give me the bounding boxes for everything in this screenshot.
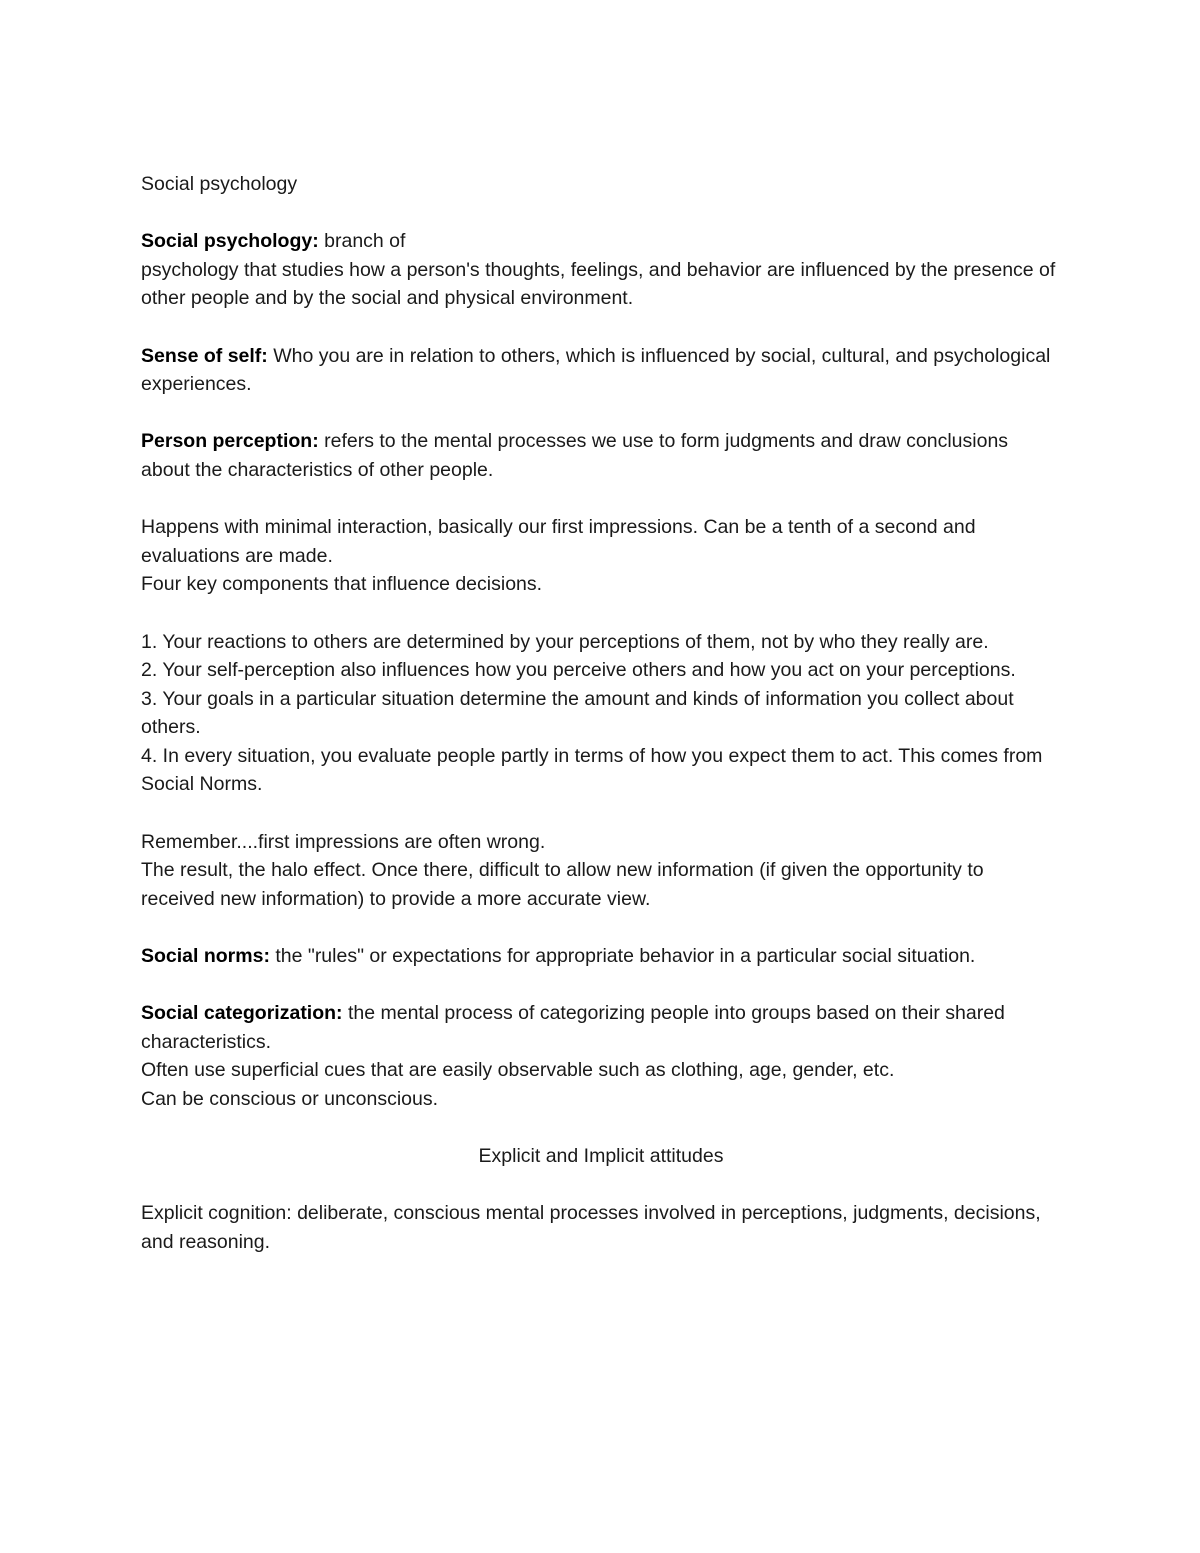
list-item: 2. Your self-perception also influences how you perceive others and how you act on your perceptions. — [141, 659, 1016, 682]
definition-social-norms — [141, 942, 1061, 971]
conscious-line: Can be conscious or unconscious. — [141, 1088, 439, 1110]
explicit-cognition-paragraph — [141, 1199, 1061, 1256]
definition-paragraph — [141, 427, 1061, 484]
list-item: 4. In every situation, you evaluate people partly in terms of how you expect them to act. This comes from Social Norms. — [141, 744, 1043, 796]
definition-continuation: psychology that studies how a person's thoughts, feelings, and behavior are influenced by the presence of other people and by the social and physical environment. — [141, 258, 1056, 310]
superficial-cues-line: Often use superficial cues that are easily observable such as clothing, age, gender, etc. — [141, 1059, 895, 1082]
list-item: 1. Your reactions to others are determined by your perceptions of them, not by who they really are. — [141, 630, 989, 653]
definition-text: the "rules" or expectations for appropriate behavior in a particular social situation. — [269, 945, 976, 968]
definition-text: Who you are in relation to others, which is influenced by social, cultural, and psychological experiences. — [141, 344, 1051, 396]
first-impressions-paragraph — [141, 513, 1061, 599]
definition-text: branch of — [318, 230, 406, 253]
definition-paragraph — [141, 999, 1061, 1056]
definition-text: the mental process of categorizing people into groups based on their shared characteristics. — [141, 1002, 1005, 1053]
definition-sense-of-self — [141, 342, 1061, 399]
section-heading-block — [141, 1142, 1061, 1171]
list-item: 3. Your goals in a particular situation determine the amount and kinds of information you collect about others. — [141, 687, 1014, 739]
section-heading: Explicit and Implicit attitudes — [478, 1145, 724, 1168]
document-title: Social psychology — [141, 173, 298, 195]
document-page — [141, 170, 1061, 1285]
remember-line: Remember....first impressions are often wrong. — [141, 830, 546, 853]
remember-paragraph — [141, 828, 1061, 914]
definition-paragraph — [141, 942, 1061, 971]
term-social-categorization: Social categorization: — [141, 1002, 343, 1025]
components-list — [141, 628, 1061, 800]
definition-person-perception — [141, 427, 1061, 484]
term-social-norms: Social norms: — [141, 945, 270, 968]
document-title-block — [141, 170, 1061, 199]
halo-effect-line: The result, the halo effect. Once there, difficult to allow new information (if given the opportunity to received new information) to provide a more accurate view. — [141, 859, 984, 910]
term-person-perception: Person perception: — [141, 430, 319, 453]
definition-paragraph — [141, 342, 1061, 399]
definition-social-categorization — [141, 999, 1061, 1113]
definition-social-psychology — [141, 227, 1061, 313]
first-impressions-line: Happens with minimal interaction, basically our first impressions. Can be a tenth of a second and evaluations are made. — [141, 516, 976, 567]
definition-text: refers to the mental processes we use to form judgments and draw conclusions about the characteristics of other people. — [141, 430, 1009, 481]
components-intro: Four key components that influence decisions. — [141, 573, 543, 596]
term-sense-of-self: Sense of self: — [141, 344, 268, 367]
definition-first-line — [141, 227, 1061, 256]
explicit-cognition-text: Explicit cognition: deliberate, conscious mental processes involved in perceptions, judgments, decisions, and reasoning. — [141, 1202, 1041, 1253]
term-social-psychology: Social psychology: — [141, 230, 319, 253]
